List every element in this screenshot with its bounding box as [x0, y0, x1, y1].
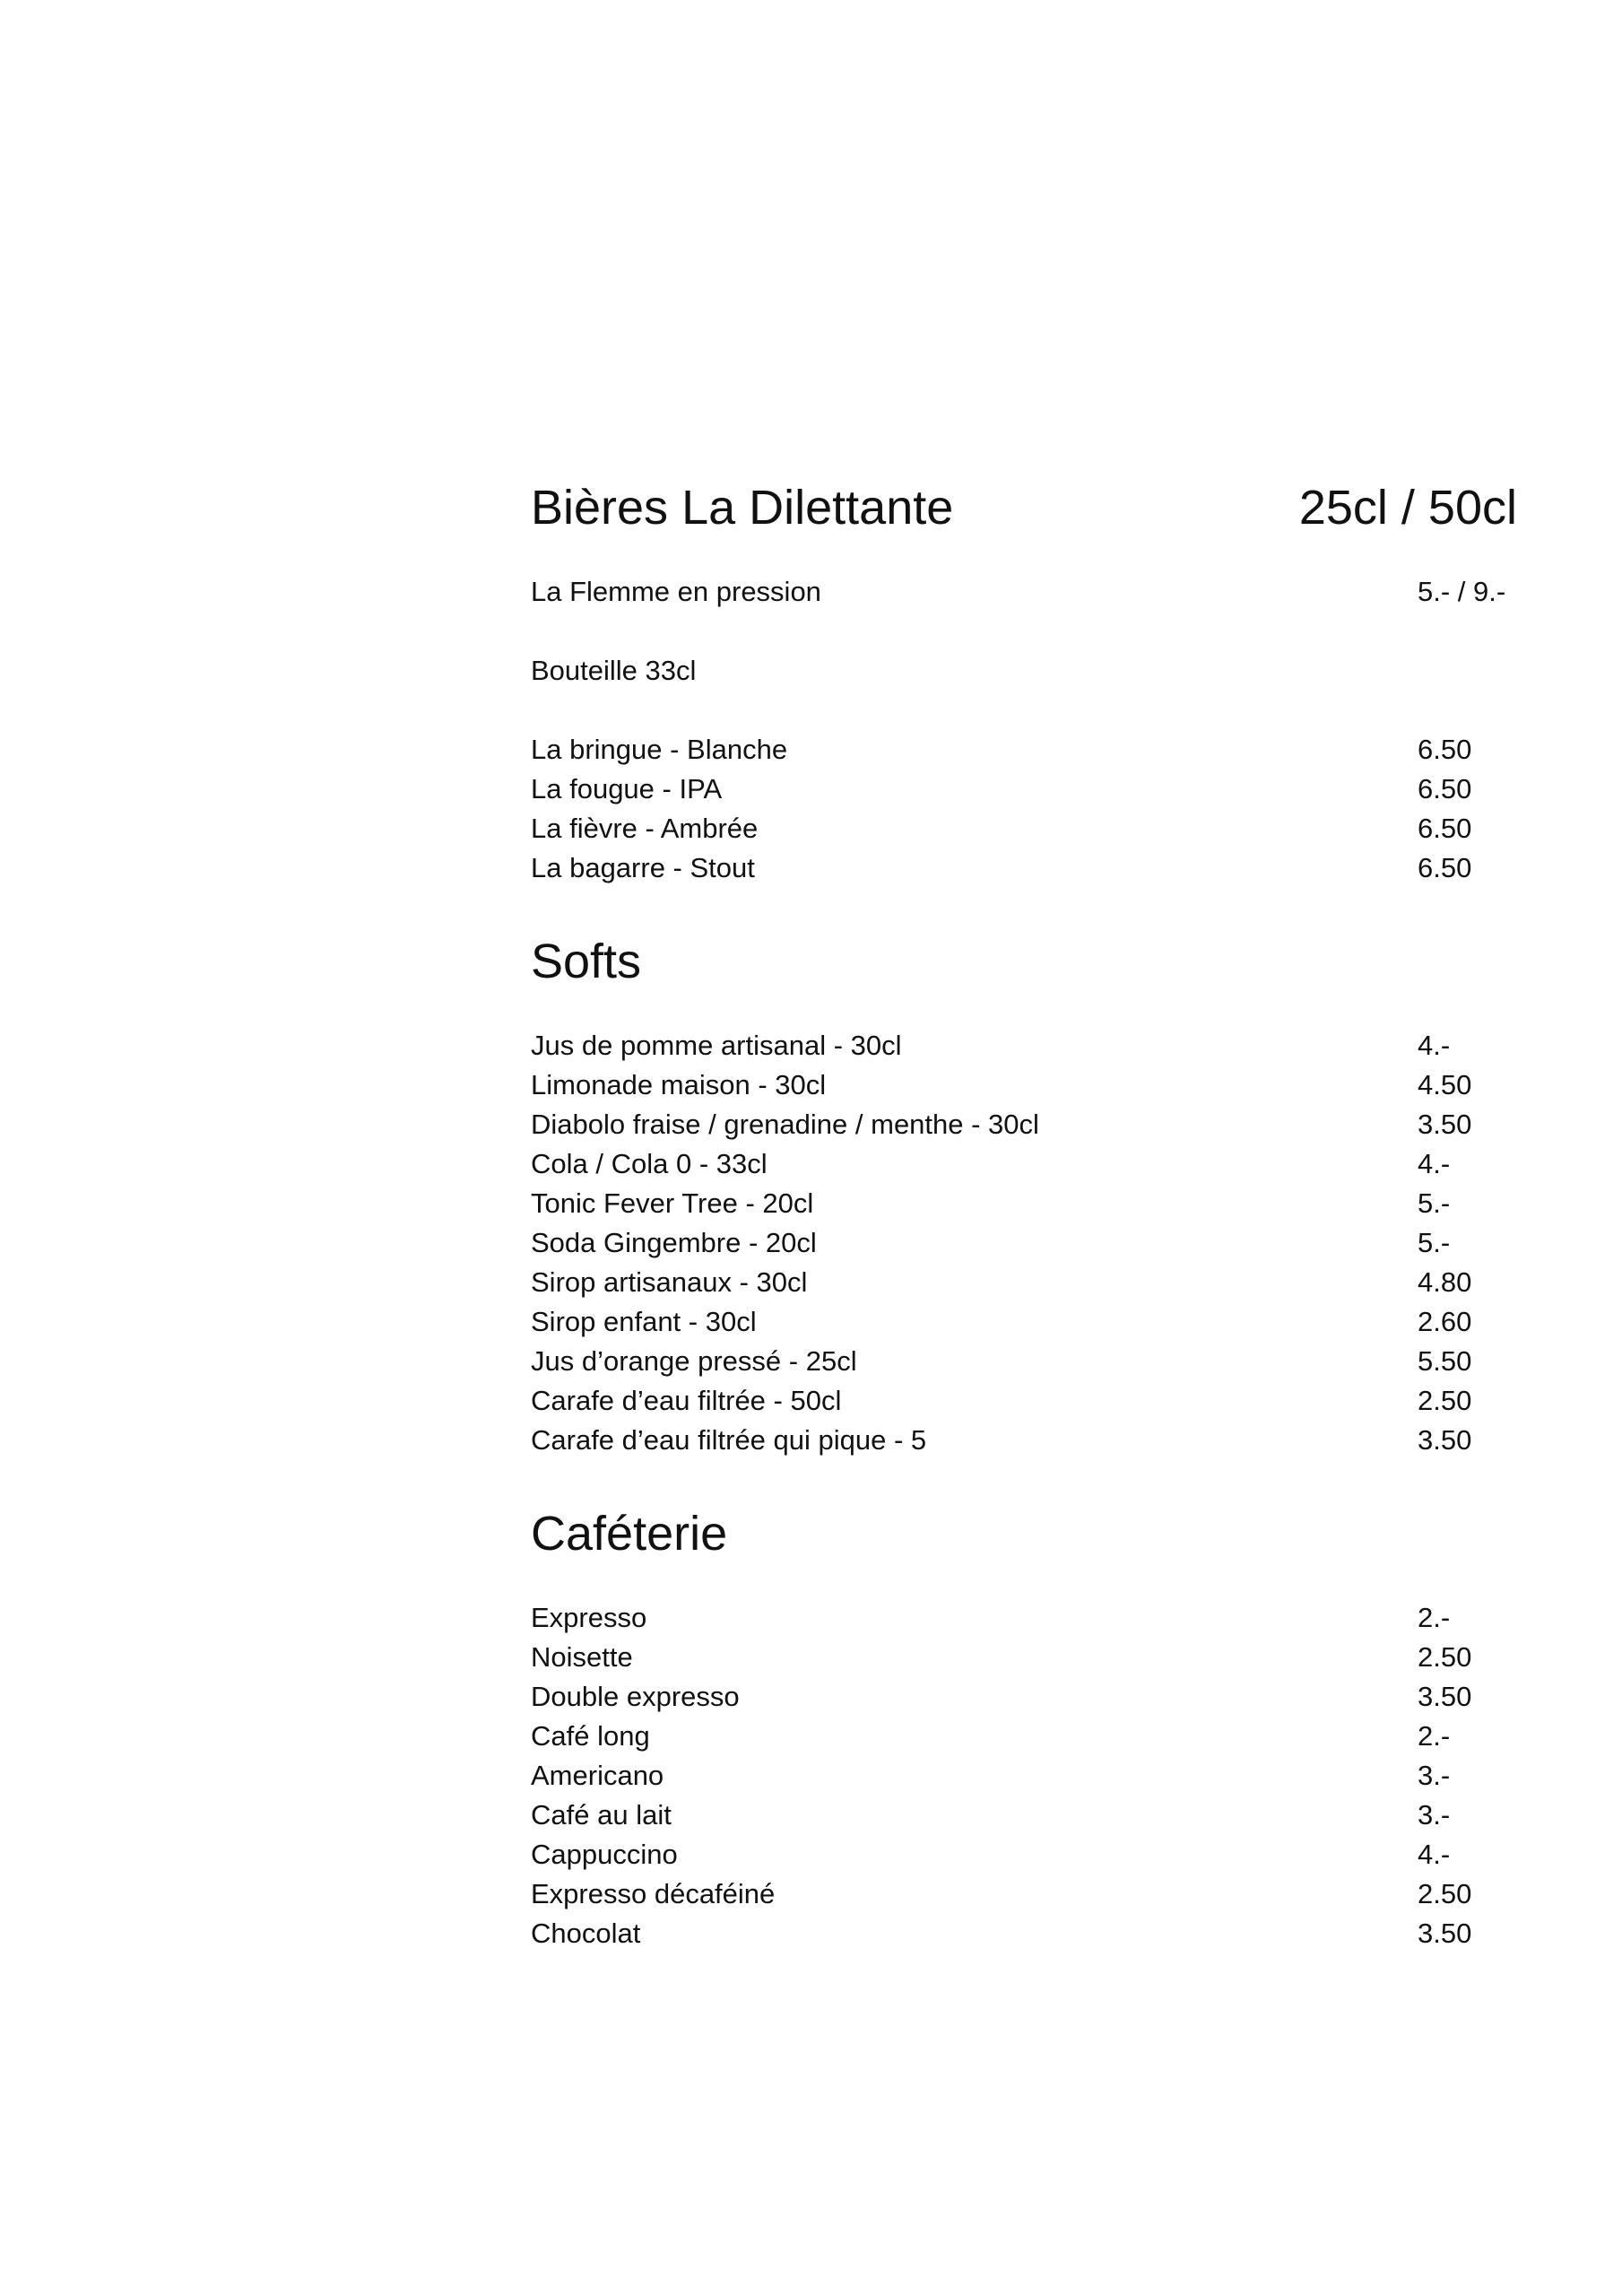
menu-item: [531, 1874, 1517, 1914]
item-name: La fièvre - Ambrée: [531, 813, 759, 844]
item-name: Americano: [531, 1760, 664, 1791]
item-price: 5.50: [1418, 1345, 1472, 1377]
item-name: Carafe d’eau filtrée qui pique - 5: [531, 1424, 927, 1456]
item-name: Jus de pomme artisanal - 30cl: [531, 1030, 902, 1061]
item-price: 3.50: [1418, 1424, 1472, 1456]
menu-item: [531, 1638, 1517, 1677]
item-name: Sirop enfant - 30cl: [531, 1306, 757, 1337]
item-name: La bagarre - Stout: [531, 852, 755, 883]
item-price: 3.-: [1418, 1799, 1451, 1831]
item-price: 3.50: [1418, 1109, 1472, 1140]
item-name: Sirop artisanaux - 30cl: [531, 1266, 808, 1298]
menu-item: [531, 1302, 1517, 1342]
item-name: Noisette: [531, 1641, 633, 1673]
menu-item: [531, 1381, 1517, 1421]
menu-item: [531, 1914, 1517, 1953]
item-name: Carafe d’eau filtrée - 50cl: [531, 1385, 842, 1416]
menu-item: [531, 1598, 1517, 1638]
softs-section-title: Softs: [531, 935, 642, 988]
item-name: La Flemme en pression: [531, 576, 821, 607]
menu-item: [531, 1342, 1517, 1381]
item-price: 2.50: [1418, 1385, 1472, 1416]
menu-item: [531, 1717, 1517, 1756]
item-name: Expresso: [531, 1602, 647, 1633]
item-price: 6.50: [1418, 852, 1472, 883]
item-price: 5.-: [1418, 1187, 1451, 1219]
bottle-subheading: Bouteille 33cl: [531, 655, 697, 686]
item-price: 2.50: [1418, 1641, 1472, 1673]
beers-sizes-header: 25cl / 50cl: [1298, 481, 1517, 535]
menu-item: [531, 1263, 1517, 1302]
item-name: Soda Gingembre - 20cl: [531, 1227, 817, 1258]
item-price: 2.60: [1418, 1306, 1472, 1337]
item-price: 4.-: [1418, 1839, 1451, 1870]
menu-item: [531, 1835, 1517, 1874]
item-name: Double expresso: [531, 1681, 740, 1712]
item-price: 5.- / 9.-: [1418, 576, 1506, 607]
menu-item: [531, 1756, 1517, 1796]
item-name: Jus d’orange pressé - 25cl: [531, 1345, 857, 1377]
menu-item-draft-beer: [531, 572, 1517, 612]
item-price: 5.-: [1418, 1227, 1451, 1258]
menu-item: [531, 1184, 1517, 1223]
item-name: Café long: [531, 1720, 650, 1752]
item-price: 2.50: [1418, 1878, 1472, 1909]
item-price: 2.-: [1418, 1720, 1451, 1752]
item-price: 6.50: [1418, 734, 1472, 765]
item-price: 4.50: [1418, 1069, 1472, 1100]
menu-item: [531, 1223, 1517, 1263]
item-price: 3.-: [1418, 1760, 1451, 1791]
menu-item: [531, 1144, 1517, 1184]
item-price: 6.50: [1418, 773, 1472, 804]
item-price: 2.-: [1418, 1602, 1451, 1633]
item-name: Expresso décaféiné: [531, 1878, 776, 1909]
item-price: 3.50: [1418, 1681, 1472, 1712]
item-price: 4.-: [1418, 1148, 1451, 1179]
item-name: Cappuccino: [531, 1839, 678, 1870]
beers-section-title: Bières La Dilettante: [531, 481, 954, 535]
item-price: 6.50: [1418, 813, 1472, 844]
menu-item: [531, 1105, 1517, 1144]
item-price: 3.50: [1418, 1918, 1472, 1949]
item-name: Café au lait: [531, 1799, 672, 1831]
item-price: 4.-: [1418, 1030, 1451, 1061]
menu-item: [531, 730, 1517, 770]
menu-item: [531, 1065, 1517, 1105]
menu-item: [531, 848, 1517, 888]
item-name: Diabolo fraise / grenadine / menthe - 30cl: [531, 1109, 1039, 1140]
item-name: Tonic Fever Tree - 20cl: [531, 1187, 814, 1219]
item-name: La fougue - IPA: [531, 773, 723, 804]
menu-item: [531, 1796, 1517, 1835]
menu-item: [531, 1026, 1517, 1065]
menu-item: [531, 1677, 1517, 1717]
item-name: La bringue - Blanche: [531, 734, 788, 765]
item-name: Chocolat: [531, 1918, 641, 1949]
cafeterie-section-title: Caféterie: [531, 1507, 728, 1561]
item-name: Limonade maison - 30cl: [531, 1069, 827, 1100]
menu-item: [531, 770, 1517, 809]
item-name: Cola / Cola 0 - 33cl: [531, 1148, 768, 1179]
menu-item: [531, 1421, 1517, 1460]
menu-item: [531, 809, 1517, 848]
item-price: 4.80: [1418, 1266, 1472, 1298]
